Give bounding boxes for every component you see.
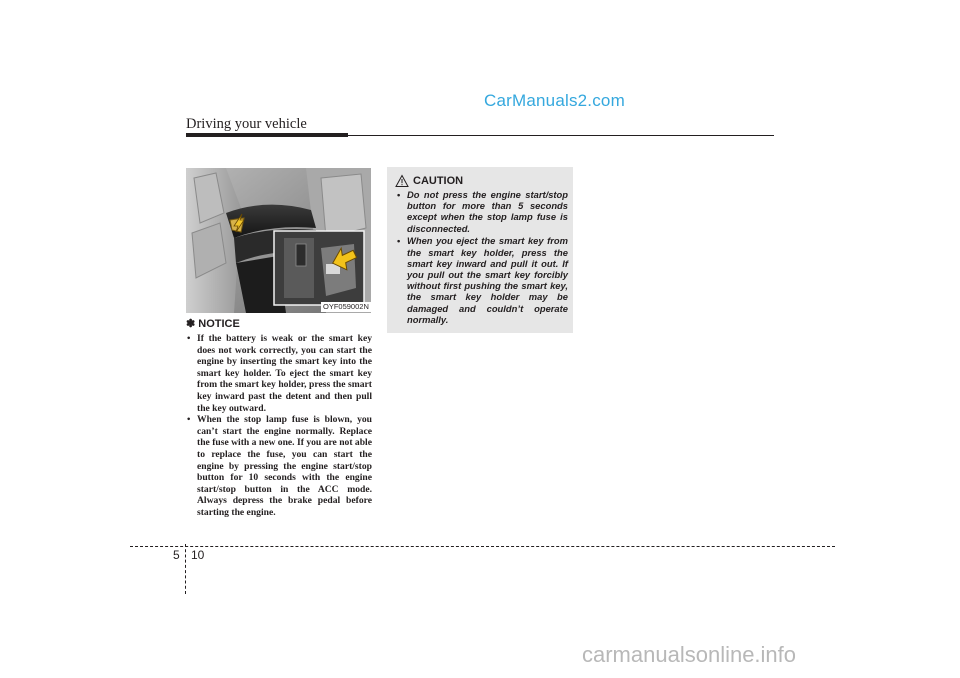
notice-item-text: When the stop lamp fuse is blown, you can’t start the engine normally. Replace the fuse with a new one. If you are not able to replace the fuse, you can start the engine by pressing the engine start/stop button for 10 seconds with the engine start/stop button in the ACC mode. Always depress the brake pedal before starting the engine.: [197, 414, 372, 518]
figure-code: OYF059002N: [323, 302, 369, 311]
header-rule-thick: [186, 133, 348, 137]
asterisk-icon: ✽: [186, 318, 196, 330]
header-rule-thin: [348, 135, 774, 137]
smart-key-holder-photo: [186, 168, 371, 313]
caution-box: [387, 167, 573, 333]
caution-item: • When you eject the smart key from the smart key holder, press the smart key inward and pull it out. If you pull out the smart key forcibly without first pushing the smart key, the smart key holder may be damaged and couldn’t operate normally.: [397, 235, 568, 325]
caution-list: [396, 189, 568, 326]
caution-item: • Do not press the engine start/stop button for more than 5 seconds except when the stop lamp fuse is disconnected.: [397, 189, 568, 234]
footer-vertical-rule: [185, 544, 186, 594]
caution-item-text: When you eject the smart key from the smart key holder, press the smart key inward and pull it out. If you pull out the smart key forcibly without first pushing the smart key, the smart key holder may be damaged and couldn’t operate normally.: [407, 235, 568, 325]
notice-item: • When the stop lamp fuse is blown, you can’t start the engine normally. Replace the fuse with a new one. If you are not able to replace the fuse, you can start the engine by pressing the engine start/stop button for 10 seconds with the engine start/stop button in the ACC mode. Always depress the brake pedal before starting the engine.: [187, 414, 372, 518]
notice-section: [186, 318, 372, 519]
notice-heading: [186, 318, 372, 331]
caution-title: CAUTION: [413, 175, 464, 187]
notice-title: NOTICE: [198, 318, 240, 330]
notice-item: • If the battery is weak or the smart key does not work correctly, you can start the engine by inserting the smart key into the smart key holder. To eject the smart key from the smart key holder, press the smart key inward past the detent and then pull the key outward.: [187, 333, 372, 414]
caution-item-text: Do not press the engine start/stop button for more than 5 seconds except when the stop lamp fuse is disconnected.: [407, 189, 568, 234]
notice-item-text: If the battery is weak or the smart key does not work correctly, you can start the engine by inserting the smart key into the smart key holder. To eject the smart key from the smart key holder, press the smart key inward past the detent and then pull the key outward.: [197, 333, 372, 414]
watermark-bottom: carmanualsonline.info: [582, 642, 797, 667]
watermark-top: CarManuals2.com: [484, 91, 625, 110]
page-number: 10: [191, 548, 205, 562]
footer-rule: [130, 546, 835, 547]
section-header-title: Driving your vehicle: [186, 116, 307, 132]
chapter-number: 5: [173, 548, 180, 562]
warning-triangle-icon: [395, 173, 409, 189]
